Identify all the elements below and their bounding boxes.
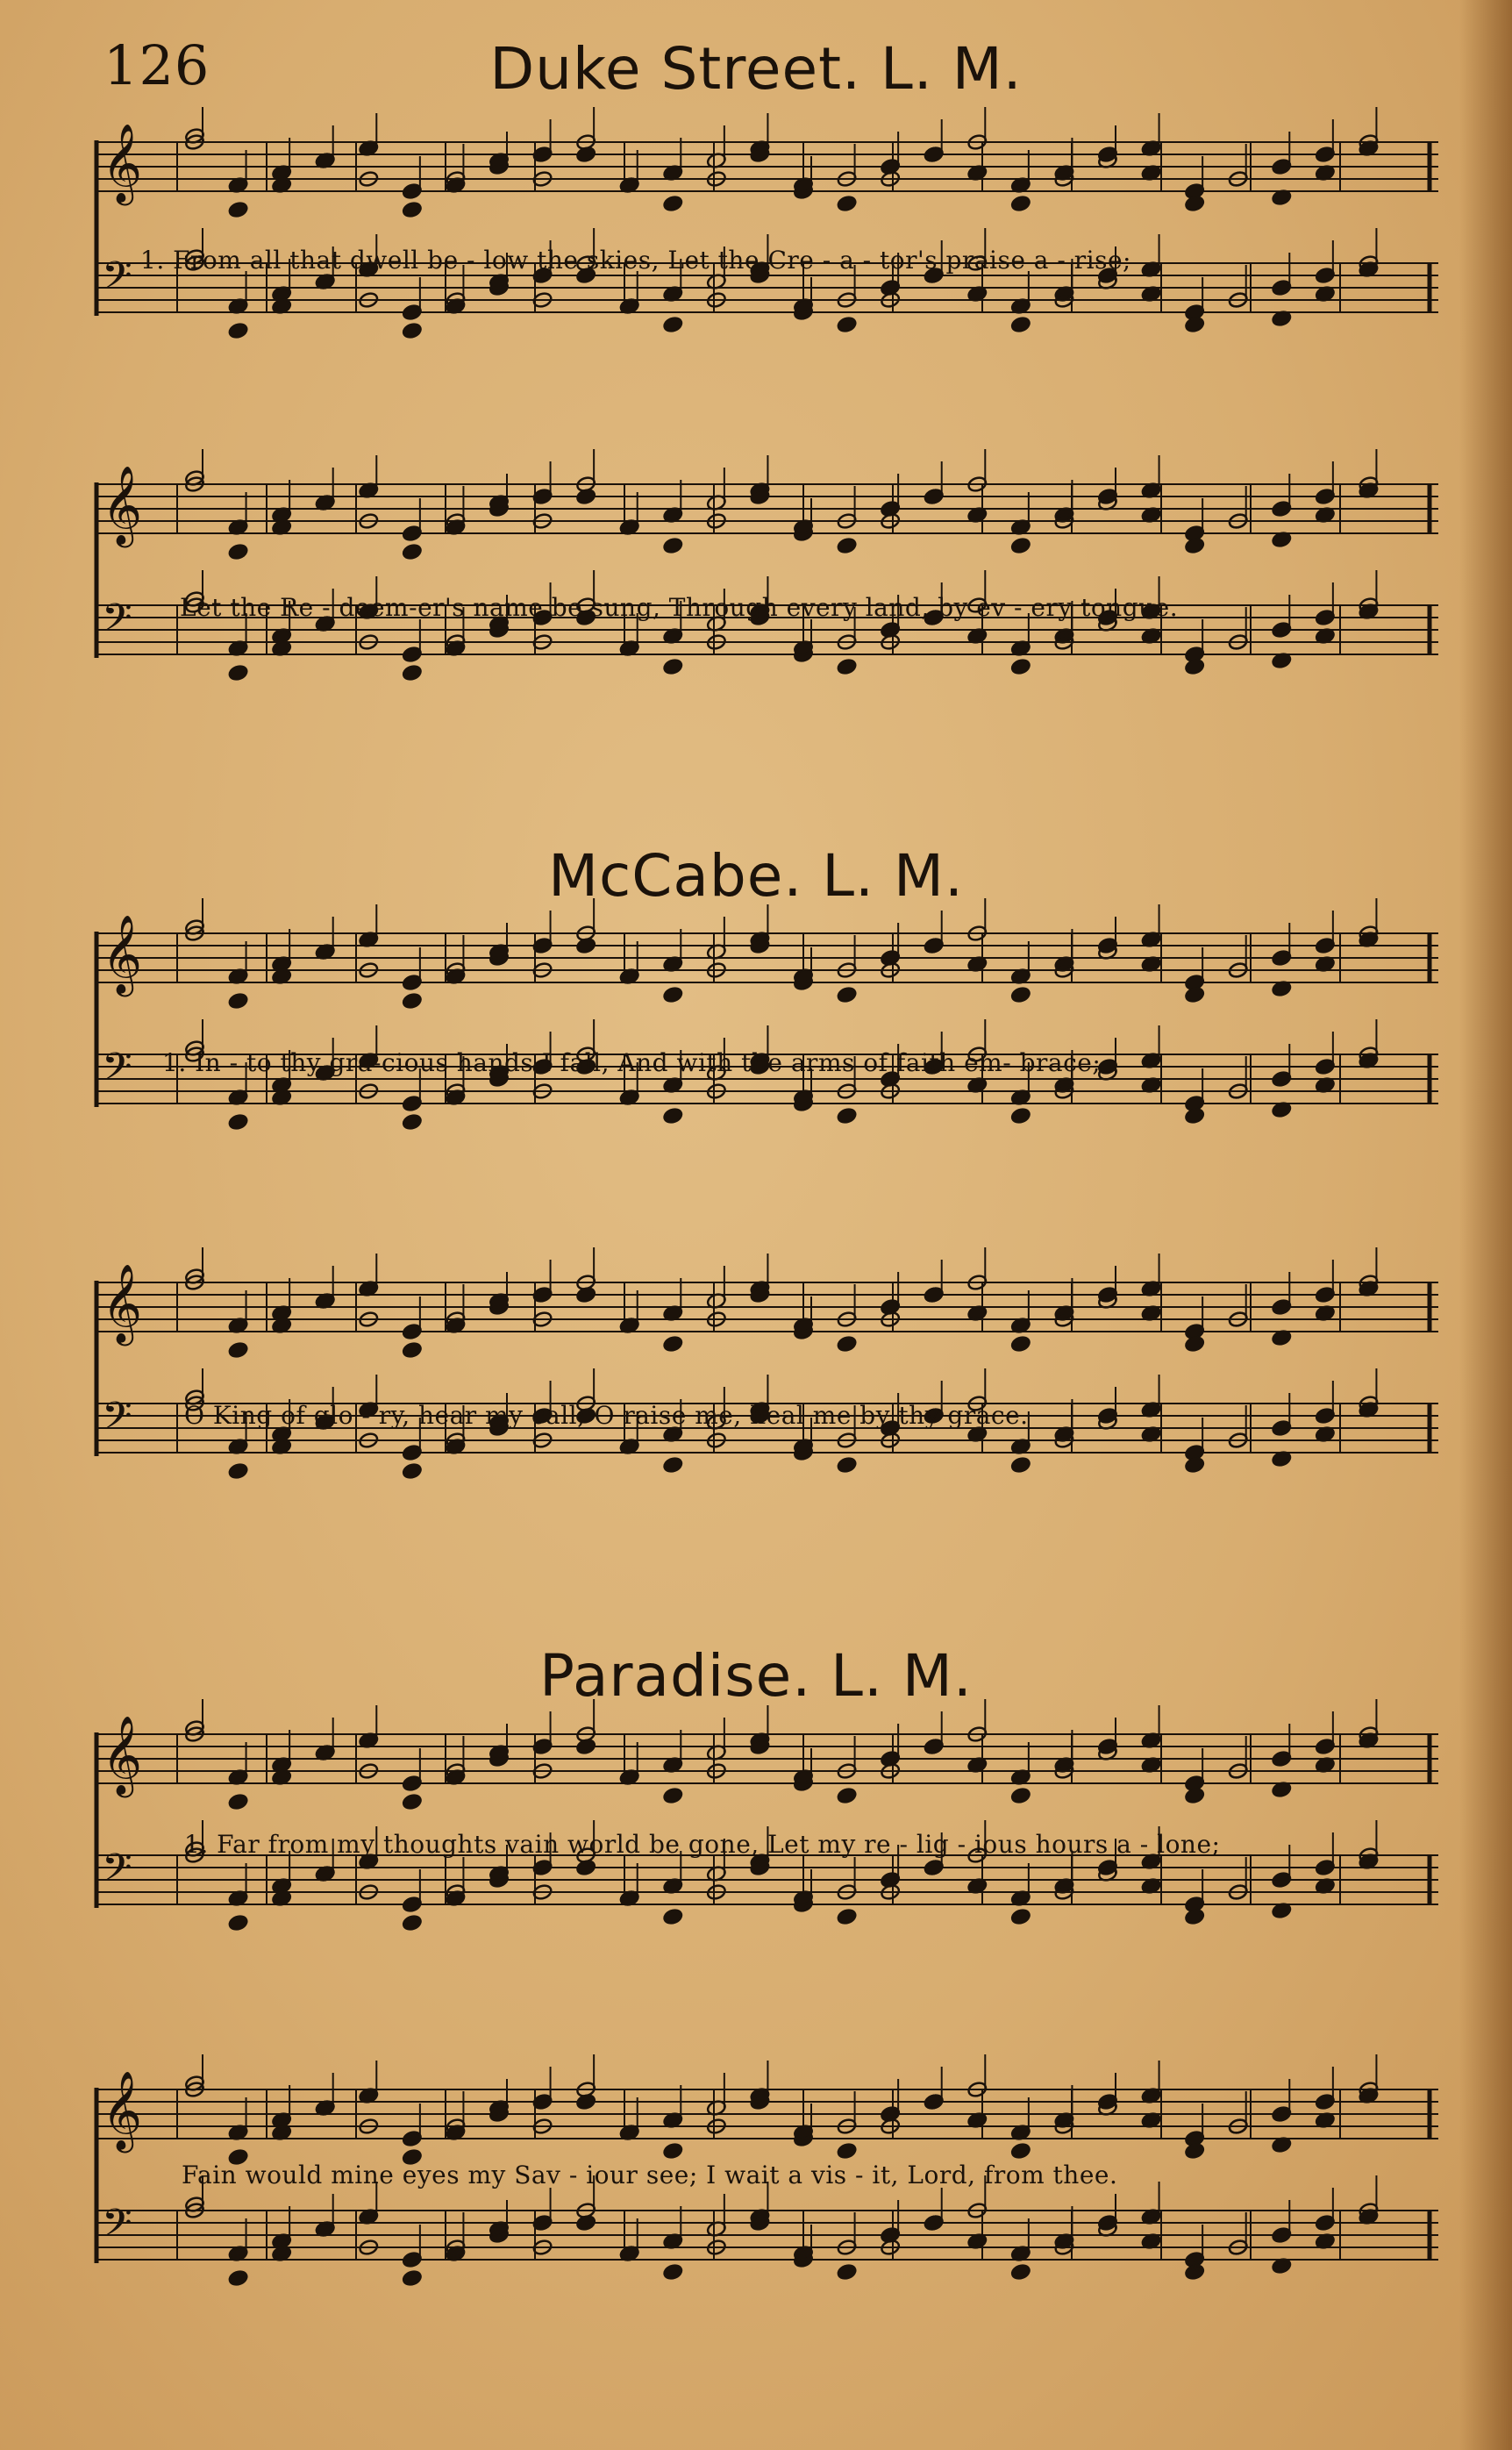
note-head xyxy=(662,537,683,554)
treble-clef-icon: 𝄞 xyxy=(102,124,143,203)
treble-staff xyxy=(98,898,1438,1010)
hymn-title-mccabe: McCabe. L. M. xyxy=(548,842,964,910)
note-head xyxy=(837,537,858,554)
treble-staff xyxy=(98,2054,1438,2166)
note-head xyxy=(662,1787,683,1804)
note-head xyxy=(662,1107,683,1125)
note-head xyxy=(402,543,423,561)
note-head xyxy=(1184,658,1205,675)
note-head xyxy=(837,986,858,1004)
note-head xyxy=(1010,986,1031,1004)
treble-staff xyxy=(98,1699,1438,1811)
page-number: 126 xyxy=(103,33,210,97)
hymn-title-duke-street: Duke Street. L. M. xyxy=(489,35,1023,103)
note-head xyxy=(402,1341,423,1359)
treble-clef-icon: 𝄞 xyxy=(102,1264,143,1343)
note-head xyxy=(402,1462,423,1480)
lyric-line: 1. Far from my thoughts vain world be gone, Let my re - lig - ious hours a - lone; xyxy=(184,1830,1221,1859)
note-head xyxy=(575,146,596,163)
note-head xyxy=(228,1914,249,1932)
note-head xyxy=(662,2142,683,2160)
note-head xyxy=(837,316,858,333)
note-head xyxy=(1184,986,1205,1004)
treble-clef-icon: 𝄞 xyxy=(102,915,143,994)
note-head xyxy=(1184,1335,1205,1353)
lyric-line: O King of glo - ry, hear my call; O raise me, heal me by thy grace. xyxy=(184,1401,1029,1430)
note-head xyxy=(1184,1787,1205,1804)
note-head xyxy=(1184,2263,1205,2281)
note-head xyxy=(228,2269,249,2287)
treble-clef-icon: 𝄞 xyxy=(102,2071,143,2150)
bass-clef-icon: 𝄢 xyxy=(102,2200,132,2255)
note-head xyxy=(228,543,249,561)
treble-staff xyxy=(98,449,1438,561)
note-head xyxy=(1184,1908,1205,1925)
note-head xyxy=(228,992,249,1010)
note-head xyxy=(575,1286,596,1304)
note-head xyxy=(228,1462,249,1480)
note-head xyxy=(662,316,683,333)
note-head xyxy=(1184,316,1205,333)
note-head xyxy=(402,992,423,1010)
note-head xyxy=(402,322,423,339)
note-head xyxy=(662,1335,683,1353)
note-head xyxy=(228,1341,249,1359)
note-head xyxy=(575,1738,596,1755)
note-head xyxy=(662,195,683,212)
note-head xyxy=(837,195,858,212)
note-head xyxy=(1010,1335,1031,1353)
note-head xyxy=(837,2142,858,2160)
note-head xyxy=(575,2093,596,2111)
note-head xyxy=(402,1914,423,1932)
note-head xyxy=(1010,537,1031,554)
note-head xyxy=(575,1859,596,1876)
treble-clef-icon: 𝄞 xyxy=(102,1716,143,1795)
note-head xyxy=(837,1456,858,1474)
note-head xyxy=(1010,1107,1031,1125)
note-head xyxy=(837,1335,858,1353)
note-head xyxy=(575,2214,596,2232)
note-head xyxy=(228,322,249,339)
note-head xyxy=(1010,2142,1031,2160)
note-head xyxy=(402,1113,423,1131)
note-head xyxy=(1184,1107,1205,1125)
note-head xyxy=(837,2263,858,2281)
bass-clef-icon: 𝄢 xyxy=(102,595,132,650)
note-head xyxy=(662,2263,683,2281)
treble-staff xyxy=(98,107,1438,218)
note-head xyxy=(575,937,596,954)
note-head xyxy=(1184,195,1205,212)
note-head xyxy=(1010,316,1031,333)
note-head xyxy=(1010,1456,1031,1474)
note-head xyxy=(1010,1787,1031,1804)
note-head xyxy=(837,1107,858,1125)
bass-staff xyxy=(98,570,1438,682)
note-head xyxy=(837,1908,858,1925)
note-head xyxy=(402,664,423,682)
note-head xyxy=(1184,1456,1205,1474)
treble-staff xyxy=(98,1247,1438,1359)
note-head xyxy=(402,201,423,218)
note-head xyxy=(1010,1908,1031,1925)
lyric-line: 1. From all that dwell be - low the skies, Let the Cre - a - tor's praise a - rise; xyxy=(140,246,1131,275)
note-head xyxy=(1184,2142,1205,2160)
note-head xyxy=(228,201,249,218)
note-head xyxy=(662,658,683,675)
note-head xyxy=(228,664,249,682)
note-head xyxy=(1010,195,1031,212)
note-head xyxy=(1010,2263,1031,2281)
note-head xyxy=(837,1787,858,1804)
bass-clef-icon: 𝄢 xyxy=(102,1845,132,1900)
lyric-line: 1. In - to thy gra-cious hands I fall, And with the arms of faith em- brace; xyxy=(162,1048,1102,1077)
note-head xyxy=(1184,537,1205,554)
lyric-line: Let the Re - deem-er's name be sung, Through every land, by ev - ery tongue. xyxy=(180,593,1179,622)
music-system xyxy=(0,2071,1512,2360)
note-head xyxy=(228,1793,249,1811)
bass-staff xyxy=(98,2175,1438,2287)
bass-clef-icon: 𝄢 xyxy=(102,1044,132,1099)
note-head xyxy=(837,658,858,675)
note-head xyxy=(402,2269,423,2287)
hymn-title-paradise: Paradise. L. M. xyxy=(539,1642,973,1710)
note-head xyxy=(662,1908,683,1925)
note-head xyxy=(662,1456,683,1474)
note-head xyxy=(575,488,596,505)
note-head xyxy=(228,1113,249,1131)
bass-clef-icon: 𝄢 xyxy=(102,1393,132,1448)
music-system xyxy=(0,1716,1512,2004)
note-head xyxy=(402,1793,423,1811)
treble-clef-icon: 𝄞 xyxy=(102,466,143,545)
lyric-line: Fain would mine eyes my Sav - iour see; I wait a vis - it, Lord, from thee. xyxy=(182,2161,1118,2189)
bass-clef-icon: 𝄢 xyxy=(102,253,132,308)
note-head xyxy=(1010,658,1031,675)
note-head xyxy=(662,986,683,1004)
